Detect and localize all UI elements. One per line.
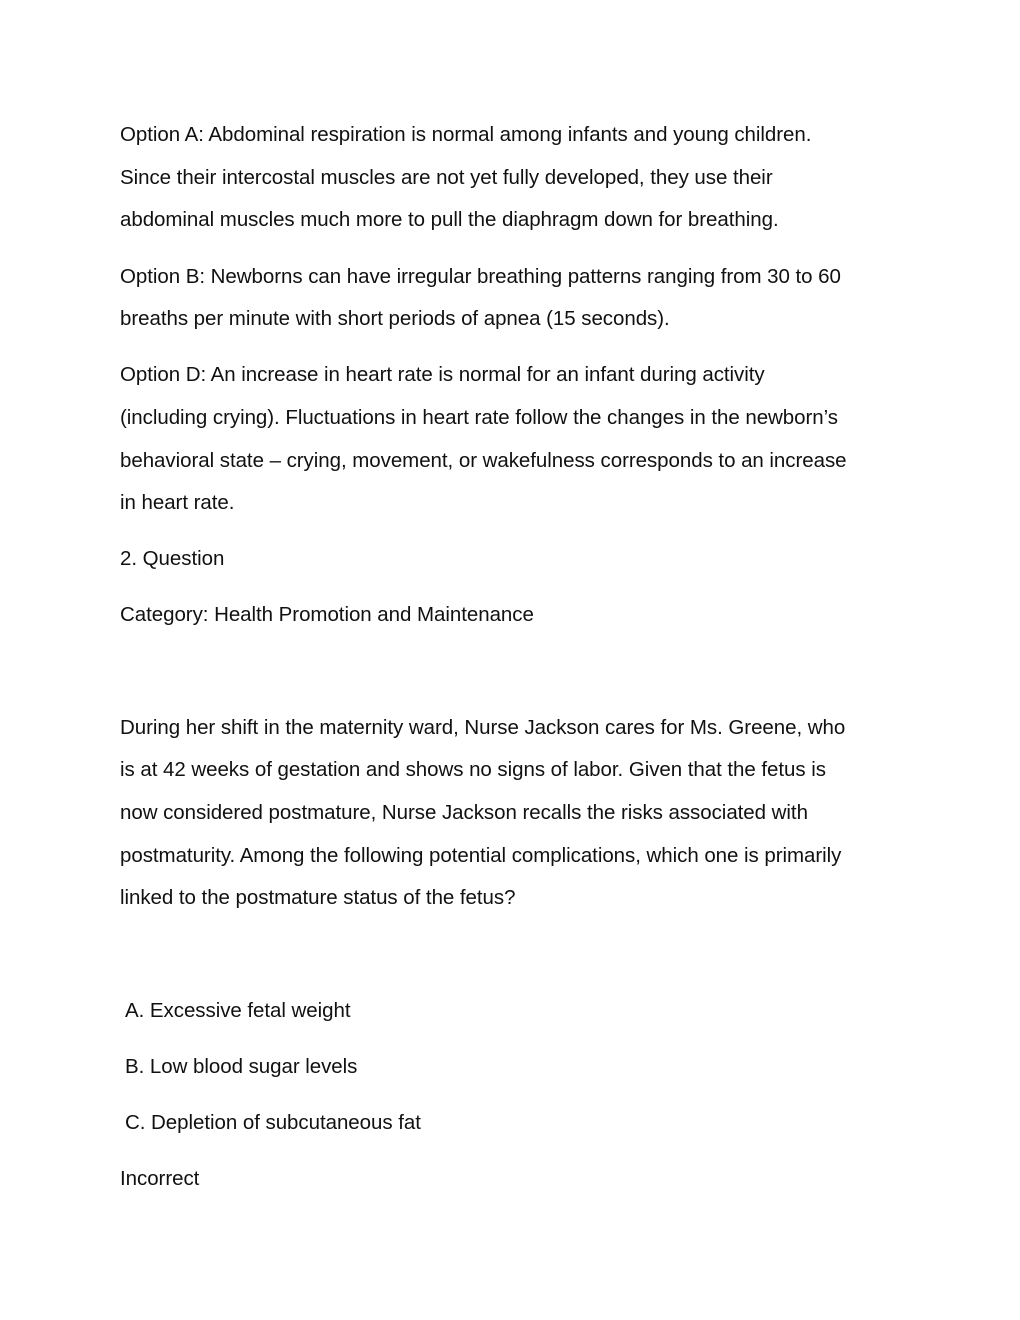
explanation-option-d-line-4: in heart rate. (120, 491, 235, 514)
result-status: Incorrect (120, 1167, 200, 1190)
question-stem-line-5: linked to the postmature status of the fetus? (120, 886, 516, 909)
question-stem-line-1: During her shift in the maternity ward, Nurse Jackson cares for Ms. Greene, who (120, 716, 846, 739)
explanation-option-b-line-1: Option B: Newborns can have irregular breathing patterns ranging from 30 to 60 (120, 265, 841, 288)
question-category: Category: Health Promotion and Maintenance (120, 603, 534, 626)
answer-option-b: B. Low blood sugar levels (125, 1055, 358, 1078)
explanation-option-d-line-2: (including crying). Fluctuations in heart rate follow the changes in the newborn’s (120, 406, 838, 429)
explanation-option-a-line-2: Since their intercostal muscles are not yet fully developed, they use their (120, 166, 773, 189)
question-stem-line-3: now considered postmature, Nurse Jackson recalls the risks associated with (120, 801, 808, 824)
question-stem-line-4: postmaturity. Among the following potential complications, which one is primarily (120, 844, 842, 867)
question-stem-line-2: is at 42 weeks of gestation and shows no signs of labor. Given that the fetus is (120, 758, 826, 781)
question-number: 2. Question (120, 547, 225, 570)
explanation-option-d-line-3: behavioral state – crying, movement, or wakefulness corresponds to an increase (120, 449, 847, 472)
explanation-option-d-line-1: Option D: An increase in heart rate is normal for an infant during activity (120, 363, 765, 386)
explanation-option-a-line-3: abdominal muscles much more to pull the diaphragm down for breathing. (120, 208, 779, 231)
answer-option-c: C. Depletion of subcutaneous fat (125, 1111, 421, 1134)
answer-option-a: A. Excessive fetal weight (125, 999, 351, 1022)
explanation-option-b-line-2: breaths per minute with short periods of apnea (15 seconds). (120, 307, 670, 330)
explanation-option-a-line-1: Option A: Abdominal respiration is normal among infants and young children. (120, 123, 812, 146)
